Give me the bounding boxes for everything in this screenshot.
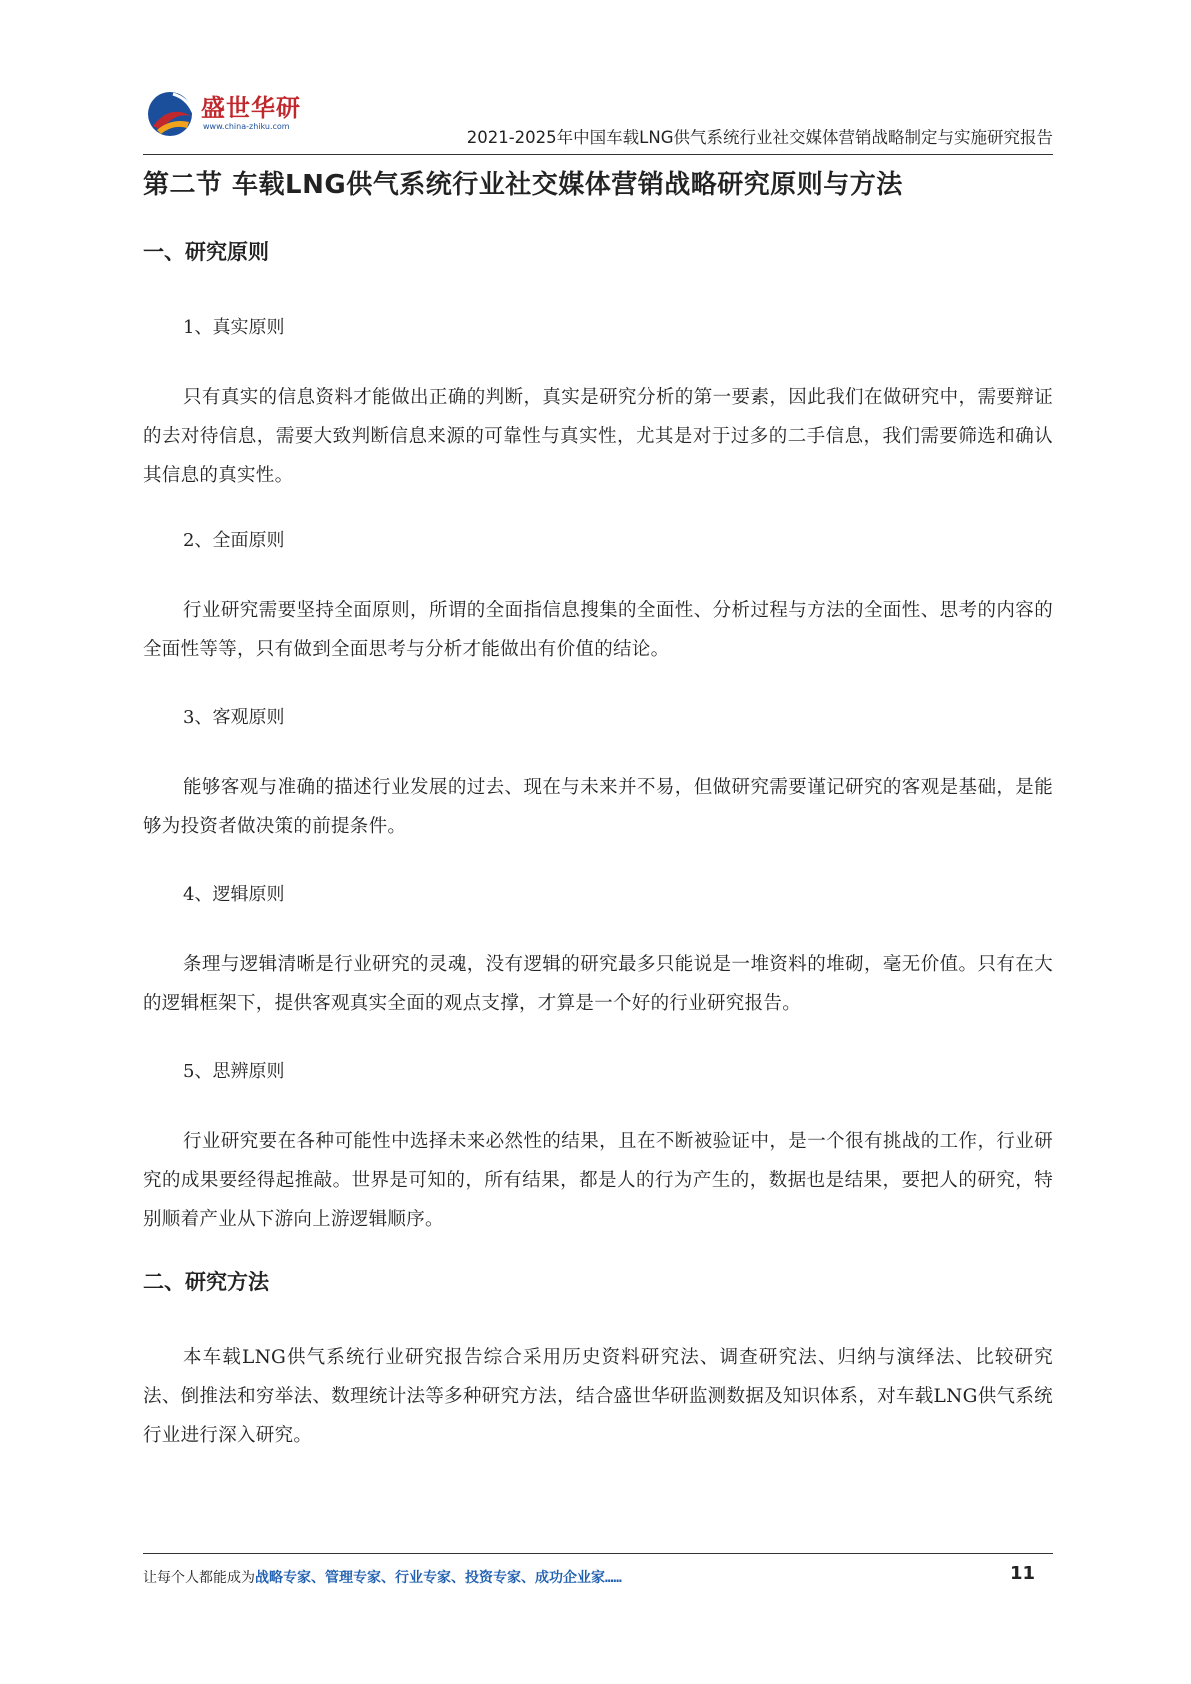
- principle-title: 3、客观原则: [183, 707, 285, 728]
- principle-title: 1、真实原则: [183, 317, 285, 338]
- page-content: [143, 160, 1053, 201]
- section-title: 第二节 车载LNG供气系统行业社交媒体营销战略研究原则与方法: [143, 170, 903, 200]
- heading-research-methods: 二、研究方法: [143, 1270, 269, 1294]
- principle-text: 只有真实的信息资料才能做出正确的判断，真实是研究分析的第一要素，因此我们在做研究中，需要辩证的去对待信息，需要大致判断信息来源的可靠性与真实性，尤其是对于过多的二手信息，我们需要筛选和确认其信息的真实性。: [143, 387, 1053, 486]
- principle-title: 2、全面原则: [183, 530, 285, 551]
- report-title: 2021-2025年中国车载LNG供气系统行业社交媒体营销战略制定与实施研究报告: [466, 128, 1053, 147]
- page-number: 11: [1010, 1563, 1036, 1584]
- page-header: [143, 78, 1053, 156]
- principle-text: 行业研究要在各种可能性中选择未来必然性的结果，且在不断被验证中，是一个很有挑战的工作，行业研究的成果要经得起推敲。世界是可知的，所有结果，都是人的行为产生的，数据也是结果，要把人的研究，特别顺着产业从下游向上游逻辑顺序。: [143, 1131, 1053, 1230]
- principle-text: 条理与逻辑清晰是行业研究的灵魂，没有逻辑的研究最多只能说是一堆资料的堆砌，毫无价值。只有在大的逻辑框架下，提供客观真实全面的观点支撑，才算是一个好的行业研究报告。: [143, 954, 1053, 1014]
- principle-text: 能够客观与准确的描述行业发展的过去、现在与未来并不易，但做研究需要谨记研究的客观是基础，是能够为投资者做决策的前提条件。: [143, 777, 1053, 837]
- principle-text: 行业研究需要坚持全面原则，所谓的全面指信息搜集的全面性、分析过程与方法的全面性、思考的内容的全面性等等，只有做到全面思考与分析才能做出有价值的结论。: [143, 600, 1053, 660]
- logo-url: www.china-zhiku.com: [203, 122, 290, 131]
- footer-divider: [143, 1553, 1053, 1554]
- principle-title: 4、逻辑原则: [183, 884, 285, 905]
- logo-name: 盛世华研: [201, 94, 301, 122]
- company-logo: [143, 86, 343, 152]
- methods-text: 本车载LNG供气系统行业研究报告综合采用历史资料研究法、调查研究法、归纳与演绎法、比较研究法、倒推法和穷举法、数理统计法等多种研究方法，结合盛世华研监测数据及知识体系，对车载LNG供气系统行业进行深入研究。: [143, 1347, 1053, 1446]
- footer-accent: 战略专家、管理专家、行业专家、投资专家、成功企业家……: [255, 1570, 622, 1586]
- header-divider: [143, 154, 1053, 155]
- principle-title: 5、思辨原则: [183, 1061, 285, 1082]
- footer-slogan: [143, 1567, 622, 1587]
- footer-prefix: 让每个人都能成为: [143, 1570, 255, 1586]
- logo-emblem-icon: [143, 86, 203, 146]
- heading-research-principles: 一、研究原则: [143, 240, 269, 264]
